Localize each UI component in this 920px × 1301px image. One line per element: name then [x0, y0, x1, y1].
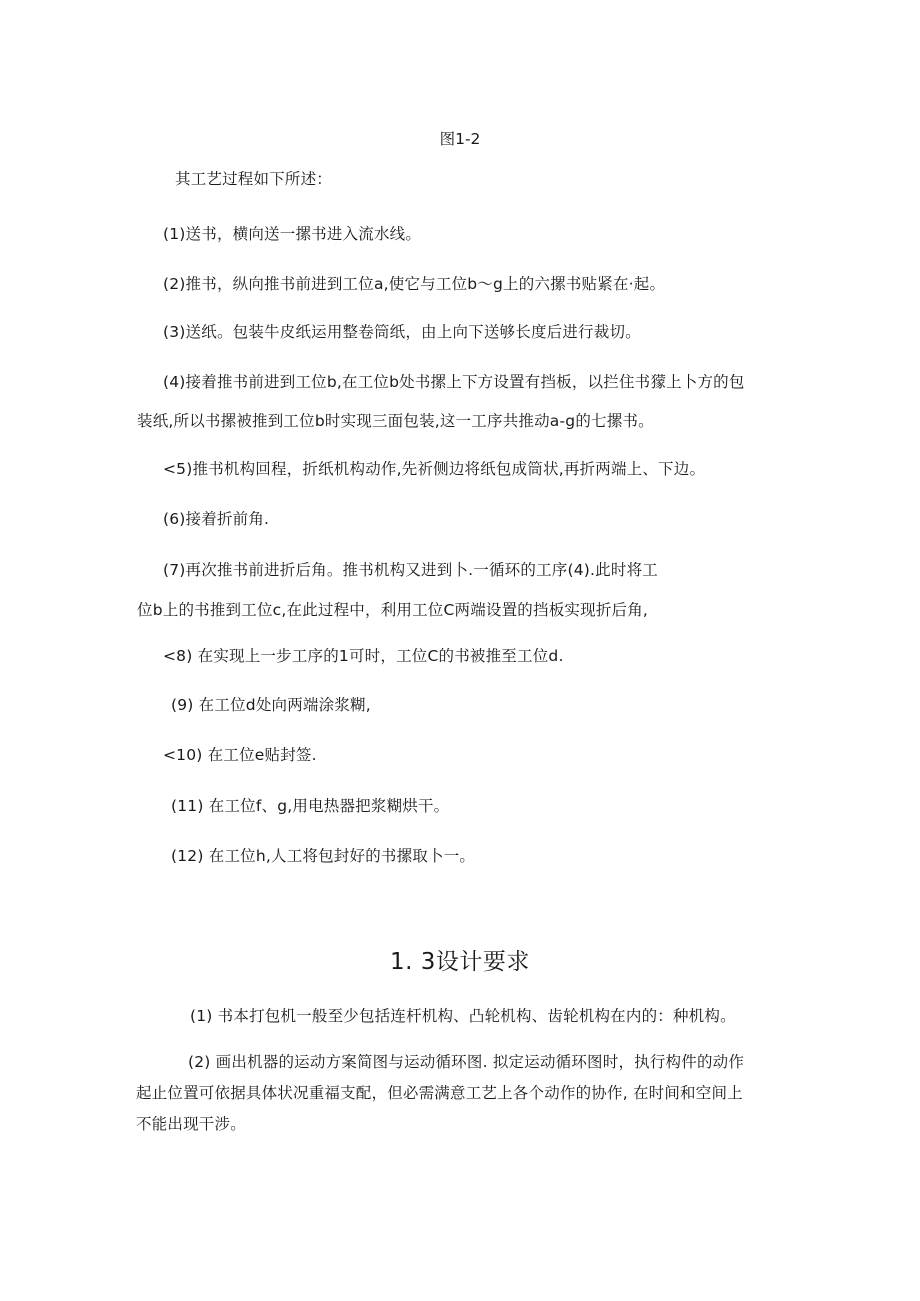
step-4-line-1: (4)接着推书前进到工位b,在工位b处书摞上下方设置有挡板，以拦住书獴上卜方的包	[163, 373, 745, 391]
requirement-1: (1) 书本打包机一般至少包括连杆机构、凸轮机构、齿轮机构在内的：种机构。	[190, 1007, 736, 1025]
step-2: (2)推书，纵向推书前进到工位a,使它与工位b～g上的六摞书贴紧在·起。	[163, 275, 666, 293]
step-3: (3)送纸。包装牛皮纸运用整卷筒纸，由上向下送够长度后进行裁切。	[163, 323, 641, 341]
step-1: (1)送书，横向送一摞书进入流水线。	[163, 225, 422, 243]
step-10: <10) 在工位e贴封签.	[163, 746, 317, 764]
step-6: (6)接着折前角.	[163, 510, 270, 528]
step-8: <8) 在实现上一步工序的1可时，工位C的书被推至工位d.	[163, 647, 564, 665]
requirement-2-line-2: 起止位置可依据具体状况重福支配，但必需满意工艺上各个动作的协作, 在时间和空间上	[136, 1084, 743, 1102]
step-5: <5)推书机构回程，折纸机构动作,先祈侧边将纸包成筒状,再折两端上、下边。	[163, 460, 706, 478]
step-4-line-2: 装纸,所以书摞被推到工位b时实现三面包装,这一工序共推动a-g的七摞书。	[137, 412, 654, 430]
step-11: (11) 在工位f、g,用电热器把浆糊烘干。	[171, 797, 450, 815]
intro-text: 其工艺过程如下所述：	[175, 170, 333, 188]
step-7-line-2: 位b上的书推到工位c,在此过程中，利用工位C两端设置的挡板实现折后角,	[137, 601, 649, 619]
step-7-line-1: (7)再次推书前进折后角。推书机构又进到卜.一循环的工序(4).此时将工	[163, 561, 658, 579]
step-9: (9) 在工位d处向两端涂浆糊,	[171, 696, 371, 714]
step-12: (12) 在工位h,人工将包封好的书摞取卜一。	[171, 847, 476, 865]
figure-caption: 图1-2	[439, 130, 481, 148]
section-heading: 1. 3设计要求	[390, 949, 530, 975]
requirement-2-line-3: 不能出现干涉。	[136, 1115, 246, 1133]
requirement-2-line-1: (2) 画出机器的运动方案简图与运动循环图. 拟定运动循环图时，执行构件的动作	[188, 1053, 745, 1071]
